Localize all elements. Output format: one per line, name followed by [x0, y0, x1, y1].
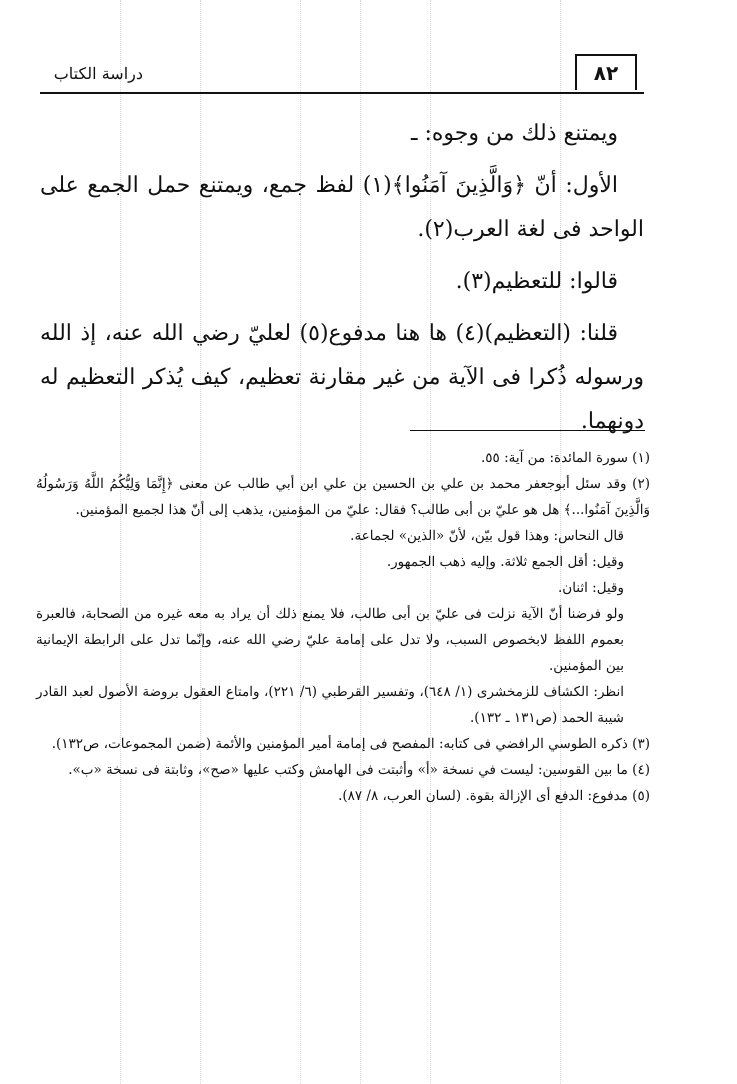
- footnote-continuation: قال النحاس: وهذا قول بيّن، لأنّ «الذين» لجماعة.: [350, 528, 624, 544]
- header-rule: [40, 92, 644, 94]
- footnote-continuation: وقيل: اثنان.: [557, 580, 624, 596]
- footnote-continuation: انظر: الكشاف للزمخشرى (١/ ٦٤٨)، وتفسير القرطبي (٦/ ٢٢١)، وامتاع العقول بروضة الأصول لعبد القادر شيبة الحمد (ص١٣١ ـ ١٣٢).: [36, 684, 624, 726]
- footnote-separator: [410, 430, 645, 431]
- footnote: (١) سورة المائدة: من آية: ٥٥.: [480, 450, 650, 466]
- footnote: (٢) وقد سئل أبوجعفر محمد بن علي بن الحسين بن علي ابن أبي طالب عن معنى ﴿إِنَّمَا وَلِيُّكُمُ اللَّهُ وَرَسُولُهُ وَالَّذِينَ آمَنُوا...﴾ هل هو عليّ بن أبى طالب؟ فقال: عليّ من المؤمنين، يذهب إلى أنّ هذا لجميع المؤمنين.: [36, 476, 650, 518]
- body-paragraph: ويمتنع ذلك من وجوه: ـ: [411, 121, 618, 146]
- footnote-continuation: وقيل: أقل الجمع ثلاثة. وإليه ذهب الجمهور.: [386, 554, 624, 570]
- running-header-title: دراسة الكتاب: [53, 64, 143, 83]
- body-paragraph: قلنا: (التعظيم)(٤) ها هنا مدفوع(٥) لعليّ رضي الله عنه، إذ الله ورسوله ذُكرا فى الآية من غير مقارنة تعظيم، كيف يُذكر التعظيم له دونهما.: [40, 321, 644, 434]
- main-text: [40, 112, 644, 452]
- body-paragraph: قالوا: للتعظيم(٣).: [455, 269, 618, 294]
- page-number: ٨٢: [575, 54, 637, 90]
- footnote-continuation: ولو فرضنا أنّ الآية نزلت فى عليّ بن أبى طالب، فلا يمنع ذلك أن يراد به معه غيره من الصحابة، فالعبرة بعموم اللفظ لابخصوص السبب، ولا تدل على إمامة عليّ رضي الله عنه، وإنّما تدل على الرابطة الإيمانية بين المؤمنين.: [36, 606, 624, 674]
- footnote: (٤) ما بين القوسين: ليست في نسخة «أ» وأثبتت فى الهامش وكتب عليها «صح»، وثابتة فى نسخة «ب».: [68, 762, 650, 778]
- footnotes: [36, 445, 650, 809]
- body-paragraph: الأول: أنّ ﴿وَالَّذِينَ آمَنُوا﴾(١) لفظ جمع، ويمتنع حمل الجمع على الواحد فى لغة العرب(٢).: [40, 173, 644, 242]
- footnote: (٣) ذكره الطوسي الرافضي فى كتابه: المفصح فى إمامة أمير المؤمنين والأئمة (ضمن المجموعات، ص١٣٢).: [51, 736, 650, 752]
- footnote: (٥) مدفوع: الدفع أى الإزالة بقوة. (لسان العرب، ٨/ ٨٧).: [338, 788, 650, 804]
